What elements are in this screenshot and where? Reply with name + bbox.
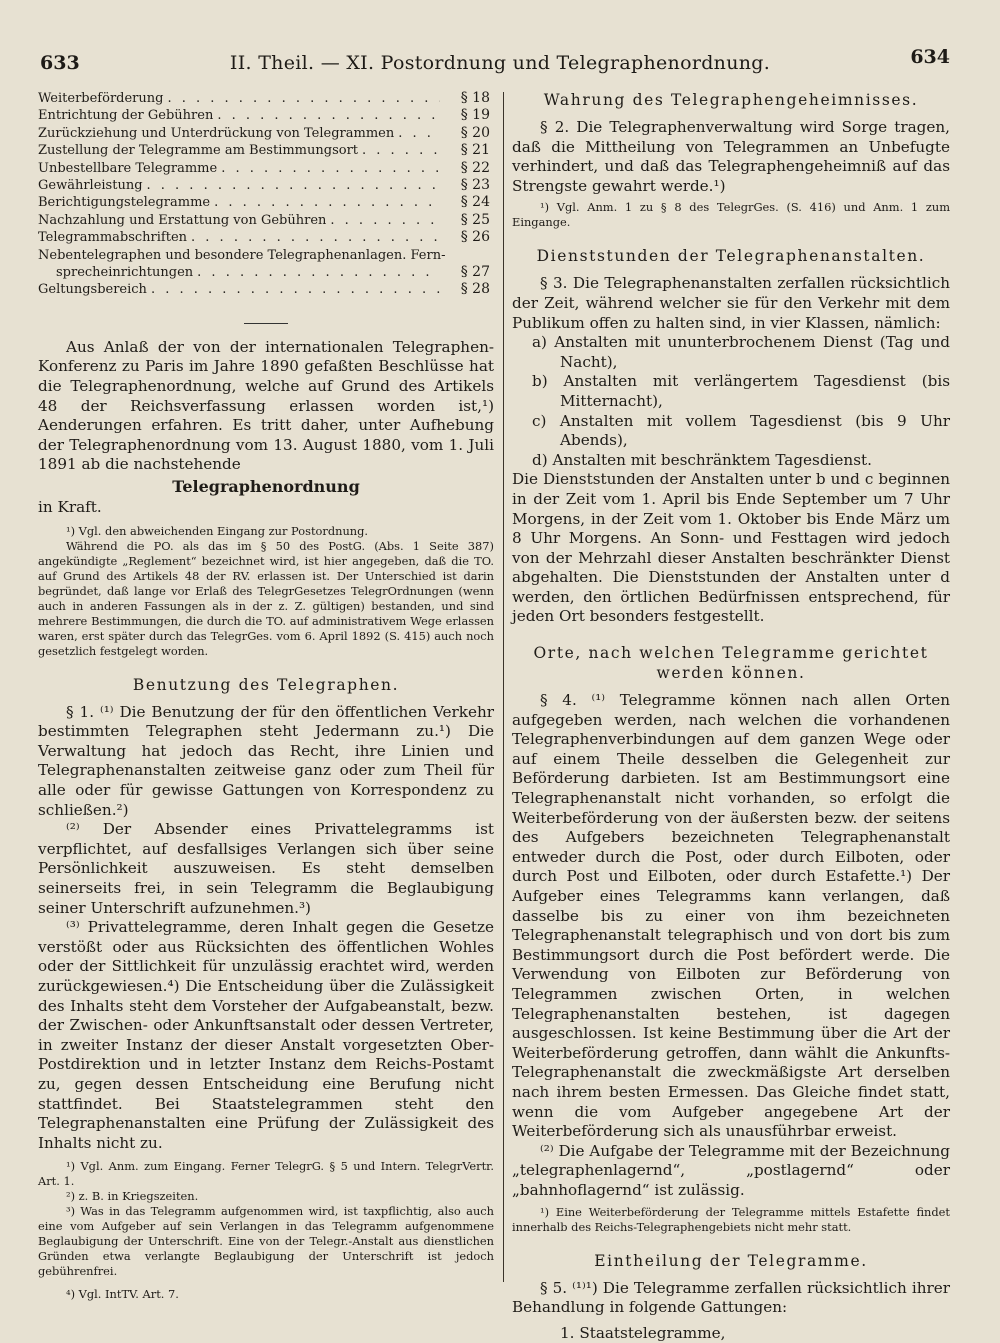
section-heading: Orte, nach welchen Telegramme gerichtet werden können. — [533, 644, 929, 683]
left-column — [38, 90, 494, 1302]
toc-entry: Zurückziehung und Unterdrückung von Telegrammen . . . § 20 — [38, 125, 494, 142]
toc-entry: Entrichtung der Gebühren . . . § 19 — [38, 107, 494, 124]
column-divider — [503, 92, 504, 1282]
list-item: b) Anstalten mit verlängertem Tagesdienst (bis Mitternacht), — [532, 372, 950, 410]
paragraph-s4-2: ⁽²⁾ Die Aufgabe der Telegramme mit der Bezeichnung „telegraphenlagernd“, „postlagernd“ oder „bahnhoflagernd“ ist zulässig. — [512, 1141, 950, 1199]
list-item: d) Anstalten mit beschränktem Tagesdienst. — [532, 450, 872, 469]
intro-paragraph: Aus Anlaß der von der internationalen Telegraphen-Konferenz zu Paris im Jahre 1890 gefaßten Beschlüsse hat die Telegraphenordnung, welche auf Grund des Artikels 48 der Reichsverfassung erlassen worden ist,¹) Aenderungen erfahren. Es tritt daher, unter Aufhebung der Telegraphenordnung vom 13. August 1880, vom 1. Juli 1891 ab die nachstehende — [38, 337, 494, 474]
footnote: ⁴) Vgl. IntTV. Art. 7. — [66, 1287, 179, 1302]
paragraph-s1-2: ⁽²⁾ Der Absender eines Privattelegramms ist verpflichtet, auf desfallsiges Verlangen sich über seine Persönlichkeit auszuweisen. Es steht demselben seinerseits frei, in sein Telegramm die Beglaubigung seiner Unterschrift aufzunehmen.³) — [38, 820, 494, 917]
paragraph-s2: § 2. Die Telegraphenverwaltung wird Sorge tragen, daß die Mittheilung von Telegrammen an Unbefugte verhindert, und daß das Telegraphengeheimniß auf das Strengste gewahrt werde.¹) — [512, 118, 950, 195]
footnote: ¹) Vgl. Anm. zum Eingang. Ferner TelegrG. § 5 und Intern. TelegrVertr. Art. 1. — [38, 1159, 494, 1189]
section-heading: Wahrung des Telegraphengeheimnisses. — [543, 91, 919, 109]
toc-entry: Berichtigungstelegramme . . . § 24 — [38, 194, 494, 211]
ordinance-title: Telegraphenordnung — [172, 477, 360, 497]
paragraph-s1-1: § 1. ⁽¹⁾ Die Benutzung der für den öffentlichen Verkehr bestimmten Telegraphen steht Jedermann zu.¹) Die Verwaltung hat jedoch das Recht, ihre Linien und Telegraphenanstalten zeitweise ganz oder zum Theil für alle oder für gewisse Gattungen von Korrespondenz zu schließen.²) — [38, 702, 494, 819]
toc-entry: Weiterbeförderung . . . § 18 — [38, 90, 494, 107]
section-heading: Dienststunden der Telegraphenanstalten. — [536, 247, 926, 266]
list-item: 1. Staatstelegramme, — [560, 1323, 726, 1342]
footnote: ²) z. B. in Kriegszeiten. — [66, 1189, 199, 1204]
paragraph-s5: § 5. ⁽¹⁾¹) Die Telegramme zerfallen rücksichtlich ihrer Behandlung in folgende Gattungen: — [512, 1278, 950, 1317]
table-of-contents — [38, 90, 494, 299]
list-item: a) Anstalten mit ununterbrochenem Dienst (Tag und Nacht), — [532, 333, 950, 371]
paragraph-s4: § 4. ⁽¹⁾ Telegramme können nach allen Orten aufgegeben werden, nach welchen die vorhandenen Telegraphenverbindungen auf dem ganzen Wege oder auf einem Theile desselben die Gelegenheit zur Beförderung darbieten. Ist am Bestimmungsort eine Telegraphenanstalt nicht vorhanden, so erfolgt die Weiterbeförderung von der äußersten bezw. der seitens des Aufgebers bezeichneten Telegraphenanstalt entweder durch die Post, oder durch Eilboten, oder durch Post und Eilboten, oder durch Estafette.¹) Der Aufgeber eines Telegramms kann verlangen, daß dasselbe bis zu einer von ihm bezeichneten Telegraphenanstalt telegraphisch und von dort bis zum Bestimmungsort durch die Post befördert werde. Die Verwendung von Eilboten zur Beförderung von Telegrammen zwischen Orten, in welchen Telegraphenanstalten bestehen, ist dagegen ausgeschlossen. Ist keine Bestimmung über die Art der Weiterbeförderung getroffen, dann wählt die Ankunfts-Telegraphenanstalt die zweckmäßigste Art derselben nach ihrem besten Ermessen. Das Gleiche findet statt, wenn die vom Aufgeber angegebene Art der Weiterbeförderung sich als unausführbar erweist. — [512, 691, 950, 1141]
in-kraft-line: in Kraft. — [38, 498, 102, 517]
toc-entry: Gewährleistung . . . § 23 — [38, 177, 494, 194]
toc-entry: Nachzahlung und Erstattung von Gebühren . . . § 25 — [38, 212, 494, 229]
right-column — [512, 90, 950, 1343]
footnote: ³) Was in das Telegramm aufgenommen wird, ist taxpflichtig, also auch eine vom Aufgeber auf sein Verlangen in das Telegramm aufgenommene Beglaubigung der Unterschrift. Eine von der Telegr.-Anstalt aus dienstlichen Gründen etwa verlangte Beglaubigung der Unterschrift ist jedoch gebührenfrei. — [38, 1204, 494, 1279]
toc-entry: Unbestellbare Telegramme . . . § 22 — [38, 160, 494, 177]
footnote: ¹) Eine Weiterbeförderung der Telegramme mittels Estafette findet innerhalb des Reichs-Telegraphengebiets nicht mehr statt. — [512, 1204, 950, 1234]
page-header — [40, 44, 960, 80]
paragraph-s3-2: Die Dienststunden der Anstalten unter b und c beginnen in der Zeit vom 1. April bis Ende September um 7 Uhr Morgens, in der Zeit vom 1. Oktober bis Ende März um 8 Uhr Morgens. An Sonn- und Festtagen wird jedoch von der Mehrzahl dieser Anstalten beschränkter Dienst abgehalten. Die Dienststunden der Anstalten unter d werden, den örtlichen Bedürfnissen entsprechend, für jeden Ort besonders festgestellt. — [512, 470, 950, 626]
section-heading: Benutzung des Telegraphen. — [132, 675, 400, 694]
separator-rule — [244, 323, 288, 324]
footnote: ¹) Vgl. den abweichenden Eingang zur Postordnung. — [66, 523, 369, 538]
toc-entry: Nebentelegraphen und besondere Telegraphenanlagen. Fern- sprecheinrichtungen . . . § 27 — [38, 247, 494, 282]
list-item: c) Anstalten mit vollem Tagesdienst (bis 9 Uhr Abends), — [532, 411, 950, 450]
footnote: Während die PO. als das im § 50 des PostG. (Abs. 1 Seite 387) angekündigte „Reglement“ bezeichnet wird, ist hier angegeben, daß die TO. auf Grund des Artikels 48 der RV. erlassen ist. Der Unterschied ist darin begründet, daß lange vor Erlaß des TelegrGesetzes TelegrOrdnungen (wenn auch in anderen Fassungen als in der z. Z. gültigen) bestanden, und sind mehrere Bestimmungen, die durch die TO. auf administrativem Wege erlassen waren, erst später durch das TelegrGes. vom 6. April 1892 (S. 415) auch noch gesetzlich festgelegt worden. — [38, 538, 494, 658]
toc-entry: Telegrammabschriften . . . § 26 — [38, 229, 494, 246]
footnote: ¹) Vgl. Anm. 1 zu § 8 des TelegrGes. (S. 416) und Anm. 1 zum Eingange. — [512, 200, 950, 230]
section-heading: Eintheilung der Telegramme. — [594, 1251, 868, 1270]
toc-entry: Zustellung der Telegramme am Bestimmungsort . . . § 21 — [38, 142, 494, 159]
left-page-number: 633 — [40, 52, 80, 74]
paragraph-s1-3: ⁽³⁾ Privattelegramme, deren Inhalt gegen die Gesetze verstößt oder aus Rücksichten des öffentlichen Wohles oder der Sittlichkeit für unzulässig erachtet wird, werden zurückgewiesen.⁴) Die Entscheidung über die Zulässigkeit des Inhalts steht dem Vorsteher der Aufgabeanstalt, bezw. der Zwischen- oder Ankunftsanstalt oder dessen Vertreter, in zweiter Instanz der dieser Anstalt vorgesetzten Ober-Postdirektion und in letzter Instanz dem Reichs-Postamt zu, gegen dessen Entscheidung eine Berufung nicht stattfindet. Bei Staatstelegrammen steht den Telegraphenanstalten eine Prüfung der Zulässigkeit des Inhalts nicht zu. — [38, 918, 494, 1152]
toc-entry: Geltungsbereich . . . § 28 — [38, 281, 494, 298]
running-title: II. Theil. — XI. Postordnung und Telegraphenordnung. — [229, 52, 771, 74]
paragraph-s3: § 3. Die Telegraphenanstalten zerfallen rücksichtlich der Zeit, während welcher sie für den Verkehr mit dem Publikum offen zu halten sind, in vier Klassen, nämlich: — [512, 274, 950, 332]
right-page-number: 634 — [910, 46, 950, 68]
